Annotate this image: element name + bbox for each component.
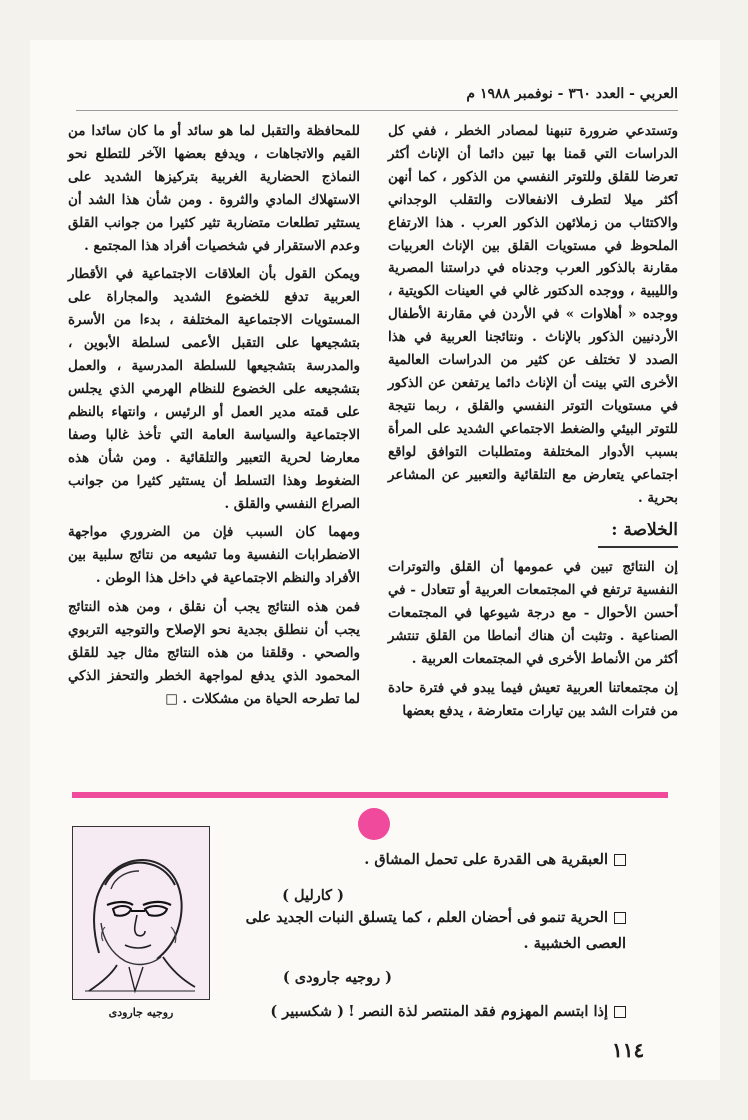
portrait-sketch-icon xyxy=(72,827,209,1000)
left-paragraph: فمن هذه النتائج يجب أن نقلق ، ومن هذه النتائج يجب أن ننطلق بجدية نحو الإصلاح والتوجيه التربوي والصحي . وقلقنا من هذه النتائج مثال جيد للقلق المحمود الذي يدفع لمواجهة الخطر والتحفز الذكي لما تطرحه الحياة من مشكلات . □ xyxy=(68,599,360,707)
section-title: الخلاصة : xyxy=(598,519,678,548)
portrait-sketch xyxy=(72,826,210,1000)
quote-line-continued: العصى الخشبية . xyxy=(523,935,626,952)
page-number: ١١٤ xyxy=(612,1038,645,1062)
quote-author: ( روجيه جارودى ) xyxy=(282,969,392,986)
pink-divider xyxy=(72,792,668,798)
right-paragraph: وتستدعي ضرورة تنبهنا لمصادر الخطر ، ففي كل الدراسات التي قمنا بها تبين دائما أن الإناث أكثر تعرضا للقلق وللتوتر النفسي من الذكور ، كما أنهن أكثر ميلا لتطرف الانفعالات والتقلب الوجداني والاكتئاب من زملائهن الذكور العرب . هذا الارتفاع الملحوظ في مستويات القلق بين الإناث العربيات مقارنة بالذكور العرب وجدناه في دراستنا المصرية والليبية ، ووجده الدكتور غالي في العينات الكويتية ، ووجده « أهلاوات » في الأردن في مقارنة الأطفال الأردنيين الذكور بالإناث . ونتائجنا العربية في هذا الصدد لا تختلف عن كثير من الدراسات العالمية الأخرى التي بينت أن الإناث دائما يرتفعن عن الذكور في مستويات التوتر النفسي والقلق ، ربما نتيجة للتوتر البيئي والضغط الاجتماعي الشديد على المرأة بسبب الأدوار المختلفة ومتطلبات التوافق لواقع اجتماعي يتعارض مع التلقائية والتعبير عن المشاعر بحرية . xyxy=(388,123,678,506)
quote-author: ( كارليل ) xyxy=(282,887,344,904)
left-paragraph: ويمكن القول بأن العلاقات الاجتماعية في الأقطار العربية تدفع للخضوع الشديد والمجاراة على المستويات الاجتماعية المختلفة ، بدءا من الأسرة بتشجيعها على التقبل الأعمى لسلطة الأبوين ، والمدرسة بتشجيعها للسلطة المدرسية ، والعمل بتشجيعه على الخضوع للنظام الهرمي الذي يجلس على قمته مدير العمل أو الرئيس ، وانتهاء بالنظم الاجتماعية والسياسة العامة التي تأخذ غالبا وصفا معارضا لحرية التعبير والتلقائية . ومن شأن هذه الضغوط وهذا التسلط أن يستثير كثيرا من جوانب الصراع النفسي والقلق . xyxy=(68,266,360,512)
checkbox-icon xyxy=(614,854,626,866)
left-paragraph: للمحافظة والتقبل لما هو سائد أو ما كان سائدا من القيم والاتجاهات ، ويدفع بعضها الآخر للتطلع نحو النماذج الحضارية الغربية بتركيزها الشديد على الاستهلاك المادي والثروة . ومن شأن هذا الشد أن يستثير تطلعات متضاربة تثير كثيرا من جوانب القلق وعدم الاستقرار في شخصيات أفراد هذا المجتمع . xyxy=(68,123,360,254)
quote-author: ( شكسبير ) xyxy=(270,1003,344,1020)
right-column xyxy=(388,120,678,729)
checkbox-icon xyxy=(614,1006,626,1018)
checkbox-icon xyxy=(614,912,626,924)
pink-circle-ornament xyxy=(358,808,390,840)
summary-paragraph: إن مجتمعاتنا العربية تعيش فيما يبدو في فترة حادة من فترات الشد بين تيارات متعارضة ، يدفع بعضها xyxy=(388,679,678,719)
quote-line: العبقرية هى القدرة على تحمل المشاق . xyxy=(364,848,626,872)
summary-paragraph: إن النتائج تبين في عمومها أن القلق والتوترات النفسية ترتفع في المجتمعات العربية أو تتعادل - في أحسن الأحوال - مع درجة شيوعها في المجتمعات الصناعية . وتثبت أن هناك أنماطا من القلق تنتشر أكثر من الأنماط الأخرى في المجتمعات العربية . xyxy=(388,559,678,667)
portrait-caption: روجيه جارودى xyxy=(108,1006,174,1019)
left-paragraph: ومهما كان السبب فإن من الضروري مواجهة الاضطرابات النفسية وما تشيعه من نتائج سلبية بين الأفراد والنظم الاجتماعية في داخل هذا الوطن . xyxy=(68,524,360,587)
header-divider xyxy=(76,110,678,111)
left-column xyxy=(68,120,360,717)
quote-line: الحرية تنمو فى أحضان العلم ، كما يتسلق النبات الجديد على xyxy=(246,906,626,930)
page-header: العربي - العدد ٣٦٠ - نوفمبر ١٩٨٨ م xyxy=(466,86,678,102)
quote-line: إذا ابتسم المهزوم فقد المنتصر لذة النصر ! xyxy=(348,1000,626,1024)
